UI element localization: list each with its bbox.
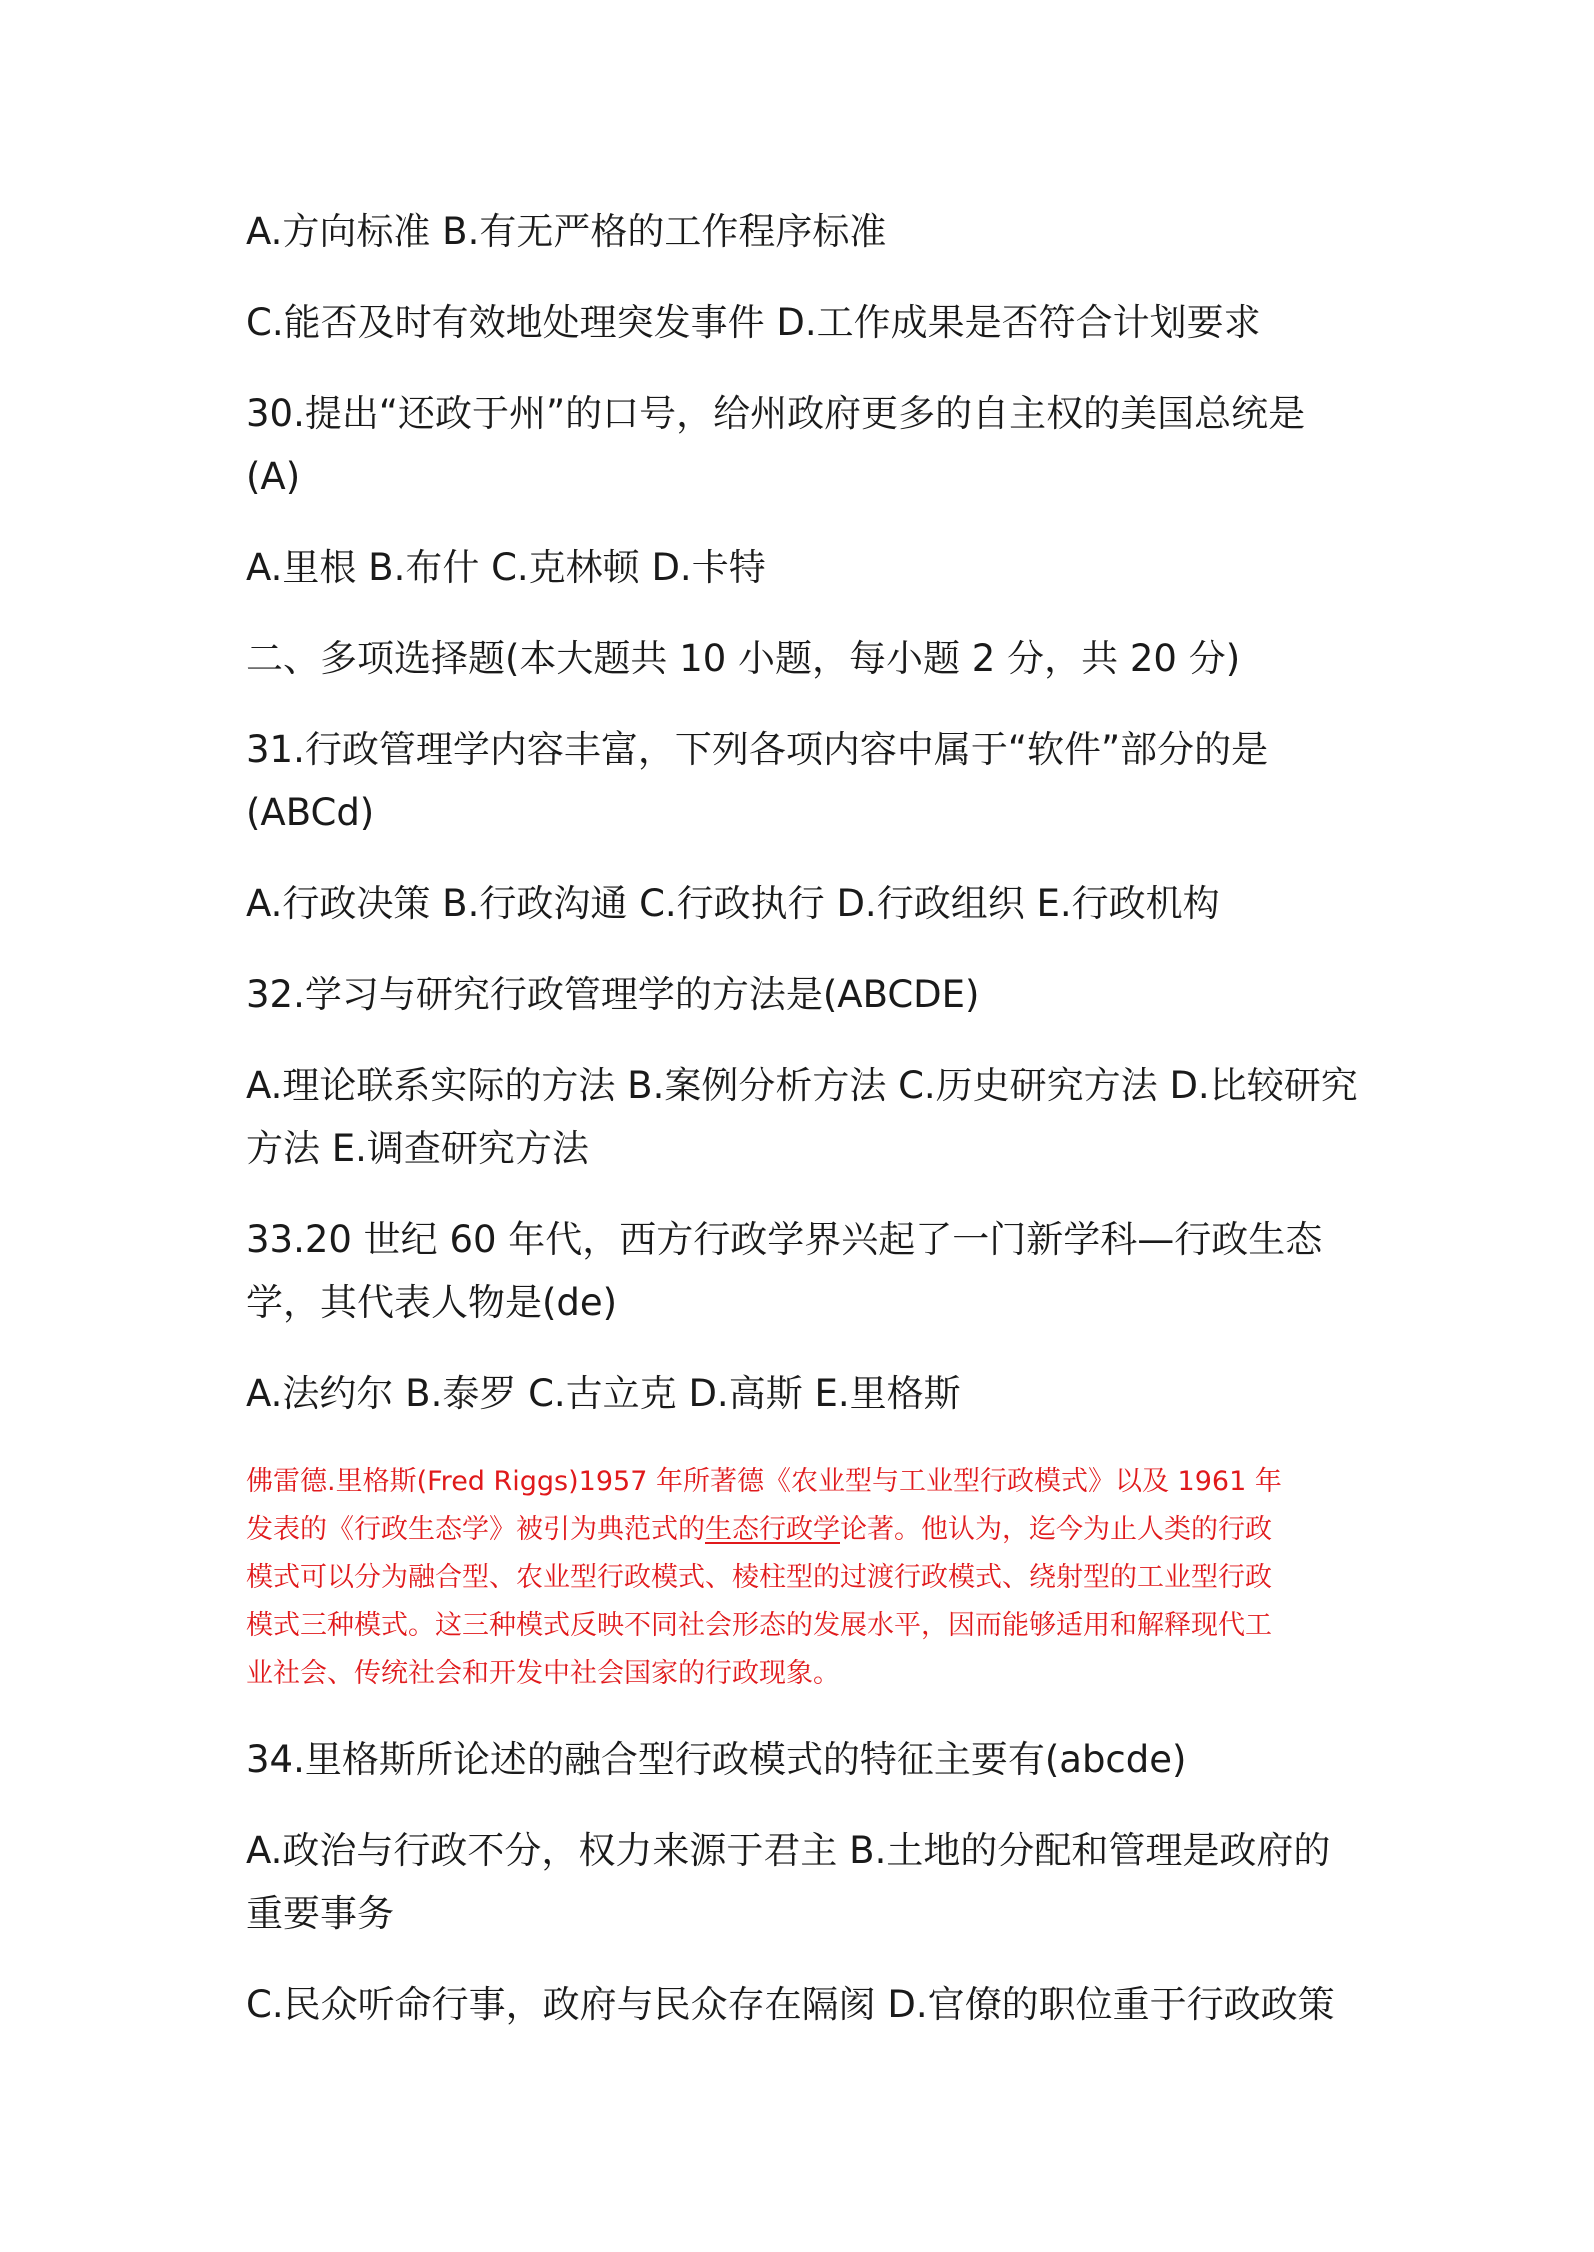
question-34: 34.里格斯所论述的融合型行政模式的特征主要有(abcde) <box>246 1738 1187 1781</box>
note-line-2 <box>246 1506 1366 1554</box>
section-heading: 二、多项选择题(本大题共 10 小题，每小题 2 分，共 20 分) <box>246 637 1241 680</box>
question-31: 31.行政管理学内容丰富，下列各项内容中属于“软件”部分的是 <box>246 728 1269 771</box>
question-33: 33.20 世纪 60 年代，西方行政学界兴起了一门新学科—行政生态 <box>246 1218 1323 1261</box>
answer-options-34: A.政治与行政不分，权力来源于君主 B.土地的分配和管理是政府的 <box>246 1829 1331 1872</box>
answer-options-34-cont: 重要事务 <box>246 1892 394 1935</box>
answer-options-32-cont: 方法 E.调查研究方法 <box>246 1127 589 1170</box>
answer-options-29: A.方向标准 B.有无严格的工作程序标准 <box>246 210 887 253</box>
note-line-5: 业社会、传统社会和开发中社会国家的行政现象。 <box>246 1658 840 1689</box>
question-30: 30.提出“还政于州”的口号，给州政府更多的自主权的美国总统是 <box>246 392 1306 435</box>
note-link-ecology: 生态行政学 <box>705 1514 840 1545</box>
note-line-1: 佛雷德.里格斯(Fred Riggs)1957 年所著德《农业型与工业型行政模式》以及 1961 年 <box>246 1466 1282 1497</box>
question-32: 32.学习与研究行政管理学的方法是(ABCDE) <box>246 973 980 1016</box>
answer-options-34-more: C.民众听命行事，政府与民众存在隔阂 D.官僚的职位重于行政政策 <box>246 1983 1335 2026</box>
note-line-2-b: 论著。他认为，迄今为止人类的行政 <box>840 1514 1272 1545</box>
answer-options-29-cont: C.能否及时有效地处理突发事件 D.工作成果是否符合计划要求 <box>246 301 1261 344</box>
question-30-answer: (A) <box>246 455 301 498</box>
answer-options-31: A.行政决策 B.行政沟通 C.行政执行 D.行政组织 E.行政机构 <box>246 882 1220 925</box>
question-33-cont: 学，其代表人物是(de) <box>246 1281 618 1324</box>
answer-options-30: A.里根 B.布什 C.克林顿 D.卡特 <box>246 546 766 589</box>
answer-options-33: A.法约尔 B.泰罗 C.古立克 D.高斯 E.里格斯 <box>246 1372 961 1415</box>
question-31-answer: (ABCd) <box>246 791 375 834</box>
note-line-4: 模式三种模式。这三种模式反映不同社会形态的发展水平，因而能够适用和解释现代工 <box>246 1610 1272 1641</box>
note-line-3: 模式可以分为融合型、农业型行政模式、棱柱型的过渡行政模式、绕射型的工业型行政 <box>246 1562 1272 1593</box>
answer-options-32: A.理论联系实际的方法 B.案例分析方法 C.历史研究方法 D.比较研究 <box>246 1064 1358 1107</box>
note-line-2-a: 发表的《行政生态学》被引为典范式的 <box>246 1514 705 1545</box>
